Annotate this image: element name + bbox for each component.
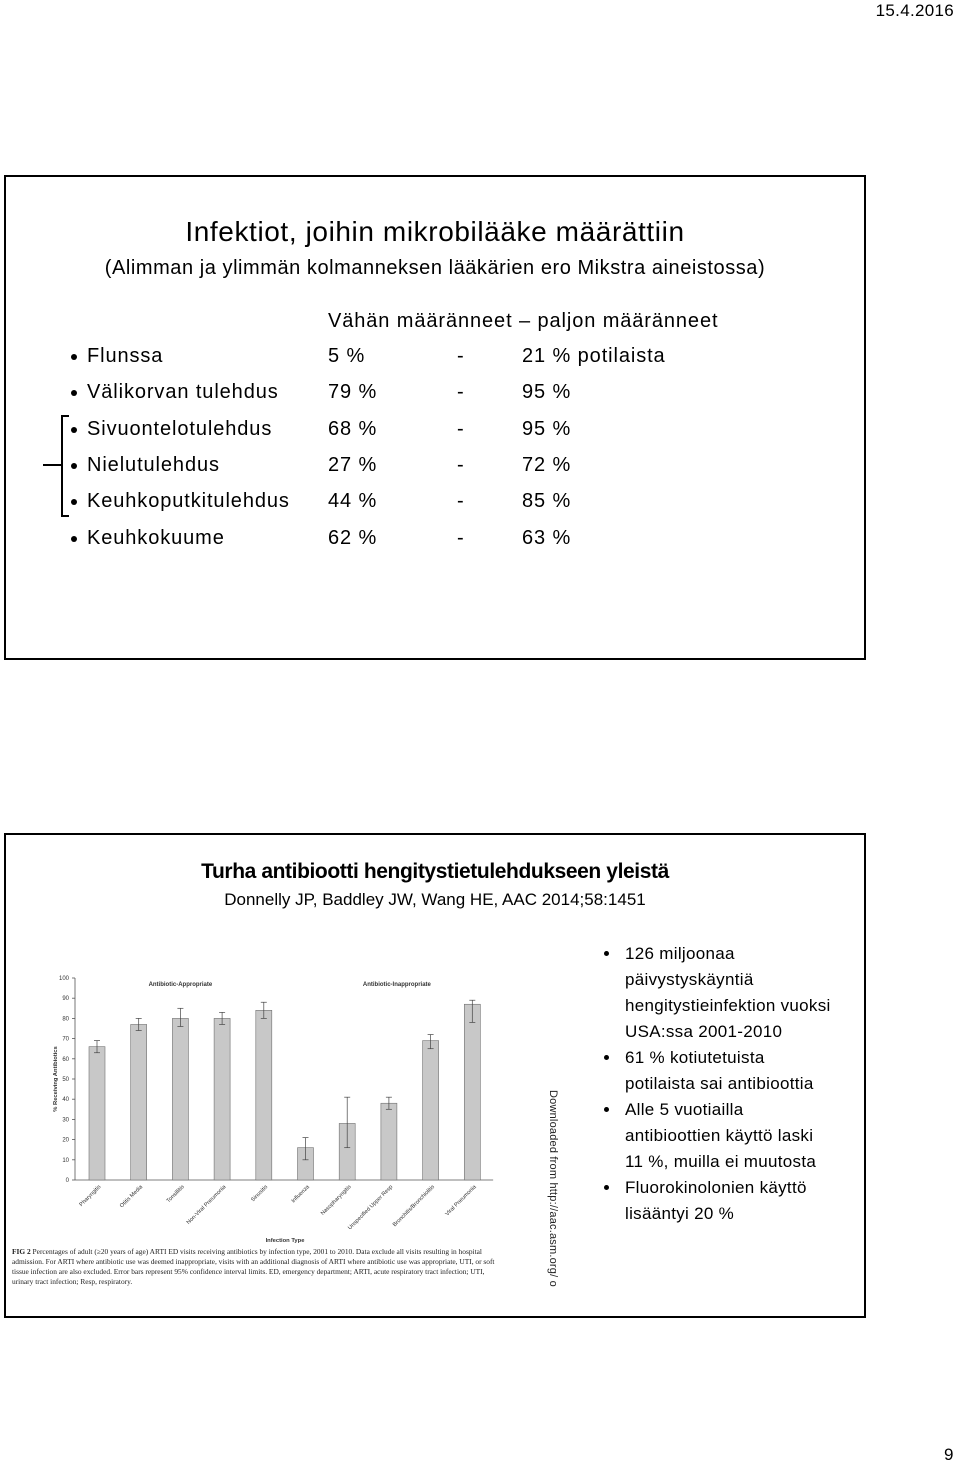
bullet-dot [604, 951, 609, 956]
y-tick-label: 10 [62, 1157, 69, 1164]
bullet-item [625, 941, 831, 1045]
high-prescriber-value: 95 % [522, 418, 572, 440]
download-watermark: Downloaded from http://aac.asm.org/ o [547, 1090, 559, 1287]
bar-pharyngitis [89, 1047, 105, 1180]
slide-subtitle: (Alimman ja ylimmän kolmanneksen lääkärien ero Mikstra aineistossa) [104, 257, 766, 279]
range-separator: - [457, 490, 465, 512]
bullet-line: päivystyskäyntiä [625, 970, 754, 989]
page-number: 9 [944, 1445, 954, 1464]
group-label: Antibiotic-Inappropriate [362, 982, 431, 988]
slide-infections-prescribed [4, 175, 866, 660]
range-separator: - [457, 381, 465, 403]
category-label: Influenza [290, 1184, 311, 1205]
bracket-top-tick [61, 415, 69, 417]
high-prescriber-value: 85 % [522, 490, 572, 512]
bullet-line: USA:ssa 2001-2010 [625, 1022, 783, 1041]
low-prescriber-value: 5 % [328, 345, 366, 367]
caption-line: tissue infection are also excluded. Error bars represent 95% confidence interval limits. ED, emergency department; ARTI, acute respiratory tract infection; UTI, [12, 1267, 485, 1276]
low-prescriber-value: 68 % [328, 418, 378, 440]
y-tick-label: 100 [58, 976, 69, 982]
bullet-dot [71, 499, 77, 505]
list-item [4, 417, 866, 441]
infection-label: Keuhkoputkitulehdus [87, 490, 290, 512]
slide-title: Turha antibiootti hengitystietulehdukseen yleistä [201, 860, 669, 883]
caption-line [12, 1247, 494, 1257]
bullet-dot [71, 354, 77, 360]
bullet-dot [604, 1055, 609, 1060]
list-item [4, 344, 866, 368]
bullet-dot [71, 427, 77, 433]
bar-tonsillitis [172, 1018, 188, 1180]
bullet-dot [71, 390, 77, 396]
low-prescriber-value: 44 % [328, 490, 378, 512]
bar-bronchitis-bronchiolitis [423, 1041, 439, 1180]
bullet-dot [71, 463, 77, 469]
range-separator: - [457, 527, 465, 549]
slide-title: Infektiot, joihin mikrobilääke määrättiin [185, 216, 685, 247]
category-label: Non-Viral Pneumonia [185, 1184, 228, 1226]
range-separator: - [457, 345, 465, 367]
bar-chart [10, 965, 550, 1247]
bullet-dot [604, 1185, 609, 1190]
low-prescriber-value: 62 % [328, 527, 378, 549]
high-prescriber-value: 63 % [522, 527, 572, 549]
high-prescriber-value: 72 % [522, 454, 572, 476]
bracket-vertical [61, 415, 63, 517]
figure-label: FIG 2 [12, 1247, 31, 1256]
bar-sinusitis [256, 1010, 272, 1180]
y-tick-label: 80 [62, 1016, 69, 1023]
bar-non-viral-pneumonia [214, 1018, 230, 1180]
y-tick-label: 40 [62, 1097, 69, 1104]
range-separator: - [457, 418, 465, 440]
bullet-line: Fluorokinolonien käyttö [625, 1178, 807, 1197]
bullet-line: potilaista sai antibioottia [625, 1074, 814, 1093]
caption-text: Percentages of adult (≥20 years of age) ARTI ED visits receiving antibiotics by infection type, 2001 to 2010. Data exclude all visits resulting in hospital [32, 1247, 482, 1256]
infection-label: Keuhkokuume [87, 527, 225, 549]
bullet-line: lisääntyi 20 % [625, 1204, 735, 1223]
high-prescriber-value: 21 % potilaista [522, 345, 666, 367]
bullet-line: 11 %, muilla ei muutosta [625, 1152, 817, 1171]
column-header: Vähän määränneet – paljon määränneet [328, 310, 719, 332]
bullet-line: Alle 5 vuotiailla [625, 1100, 744, 1119]
y-tick-label: 50 [62, 1077, 69, 1083]
bullet-item [625, 1097, 816, 1175]
range-separator: - [457, 454, 465, 476]
page-date: 15.4.2016 [875, 1, 954, 20]
bullet-line: hengitystieinfektion vuoksi [625, 996, 831, 1015]
y-tick-label: 0 [65, 1178, 69, 1184]
bullet-item [625, 1175, 807, 1227]
bullet-line: antibioottien käyttö laski [625, 1126, 814, 1145]
category-label: Bronchitis/Bronchiolitis [391, 1184, 437, 1229]
bullet-item [625, 1045, 814, 1097]
x-axis-title: Infection Type [265, 1238, 305, 1244]
infection-label: Välikorvan tulehdus [87, 381, 279, 403]
y-tick-label: 70 [62, 1036, 69, 1043]
list-item [4, 380, 866, 404]
citation: Donnelly JP, Baddley JW, Wang HE, AAC 2014;58:1451 [224, 890, 646, 909]
category-label: Tonsillitis [165, 1184, 186, 1205]
bracket-bottom-tick [61, 515, 69, 517]
caption-line: admission. For ARTI where antibiotic use was deemed inappropriate, visits with an additional diagnosis of ARTI where antibiotic use was appropriate, UTI, or soft [12, 1257, 495, 1266]
bracket-middle-tick [43, 464, 62, 466]
bar-unspecified-upper-resp [381, 1103, 397, 1180]
low-prescriber-value: 79 % [328, 381, 378, 403]
y-tick-label: 30 [62, 1117, 69, 1124]
group-label: Antibiotic-Appropriate [148, 982, 213, 988]
y-tick-label: 90 [62, 996, 69, 1003]
category-label: Nasopharyngitis [319, 1184, 353, 1217]
infection-label: Sivuontelotulehdus [87, 418, 273, 440]
category-label: Unspecified Upper Resp [347, 1184, 395, 1232]
bullet-line: 126 miljoonaa [625, 944, 735, 963]
category-label: Pharyngitis [78, 1184, 103, 1208]
list-item [4, 489, 866, 513]
infection-label: Nielutulehdus [87, 454, 220, 476]
high-prescriber-value: 95 % [522, 381, 572, 403]
list-item [4, 453, 866, 477]
bar-viral-pneumonia [464, 1004, 480, 1180]
category-label: Viral Pneumonia [444, 1184, 478, 1218]
bullet-dot [604, 1107, 609, 1112]
list-item [4, 526, 866, 550]
caption-line: urinary tract infection; Resp, respiratory. [12, 1277, 133, 1286]
y-axis-title: % Receiving Antibiotics [53, 1046, 59, 1112]
category-label: Otitis Media [118, 1184, 145, 1210]
category-label: Sinusitis [250, 1184, 270, 1204]
infection-label: Flunssa [87, 345, 164, 367]
y-tick-label: 20 [62, 1137, 69, 1144]
low-prescriber-value: 27 % [328, 454, 378, 476]
figure-caption [12, 1247, 494, 1287]
bullet-dot [71, 536, 77, 542]
y-tick-label: 60 [62, 1056, 69, 1063]
bullet-line: 61 % kotiutetuista [625, 1048, 765, 1067]
bar-otitis-media [131, 1024, 147, 1180]
slide-unnecessary-antibiotics [4, 833, 866, 1318]
